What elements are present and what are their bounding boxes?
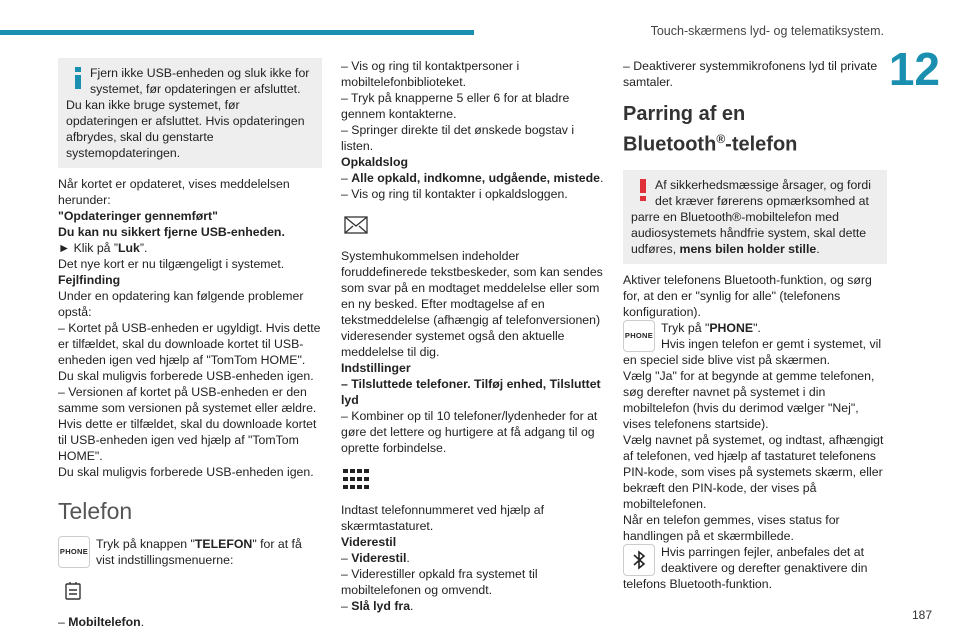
paragraph: Indtast telefonnummeret ved hjælp af skærmtastaturet. <box>341 503 545 533</box>
paragraph: – Springer direkte til det ønskede bogstav i listen. <box>341 123 575 153</box>
bluetooth-icon <box>623 544 655 576</box>
paragraph: – Deaktiverer systemmikrofonens lyd til private samtaler. <box>623 59 878 89</box>
paragraph: Når en telefon gemmes, vises status for handlingen på et skærmbillede. <box>623 512 840 543</box>
paragraph: Hvis parringen fejler, anbefales det at deaktivere og derefter genaktivere din <box>661 544 868 575</box>
paragraph: ► Klik på ”Luk”. <box>58 241 148 255</box>
paragraph: – Alle opkald, indkomne, udgående, mistede. <box>341 171 604 185</box>
envelope-icon <box>341 210 371 240</box>
paragraph: – Slå lyd fra. <box>341 599 414 613</box>
paragraph: Aktiver telefonens Bluetooth-funktion, og sørg for, at den er "synlig for alle" (telefonens konfiguration). <box>623 272 872 319</box>
header-title: Touch-skærmens lyd- og telematiksystem. <box>650 24 884 38</box>
column-1 <box>58 58 322 630</box>
subheading: Viderestil <box>341 535 397 549</box>
header-accent-bar <box>0 30 474 35</box>
page-number: 187 <box>911 608 932 622</box>
paragraph: Tryk på "PHONE". <box>661 320 761 335</box>
paragraph: Vælg "Ja" for at begynde at gemme telefonen, søg derefter navnet på systemet i din mobiltelefon (hvis du derimod vælger "Nej", vises telefonens startside). <box>623 368 875 431</box>
paragraph: Du skal muligvis forberede USB-enheden igen. <box>58 465 314 479</box>
bluetooth-instruction <box>623 544 887 576</box>
paragraph: – Vis og ring til kontaktpersoner i mobiltelefonbiblioteket. <box>341 59 520 89</box>
paragraph: – Viderestil. <box>341 551 410 565</box>
paragraph: – Versionen af kortet på USB-enheden er den samme som versionen på systemet eller ældre. Hvis dette er tilfældet, skal du downloade kortet til USB-enheden igen ved hjælp af "TomTom HOME". <box>58 385 317 463</box>
paragraph: – Vis og ring til kontakter i opkaldsloggen. <box>341 187 568 201</box>
phone-button-icon: PHONE <box>623 320 655 352</box>
paragraph: Når kortet er opdateret, vises meddelelsen herunder: <box>58 177 290 207</box>
paragraph: – Tryk på knapperne 5 eller 6 for at bladre gennem kontakterne. <box>341 91 570 121</box>
warning-icon <box>632 178 654 202</box>
phone-button-icon: PHONE <box>58 536 90 568</box>
info-note <box>58 58 322 168</box>
info-note-line2: Du kan ikke bruge systemet, før opdateringen er afsluttet. Hvis opdateringen afbrydes, skal du genstarte systemopdateringen. <box>66 98 305 160</box>
paragraph: Hvis ingen telefon er gemt i systemet, vil <box>661 336 882 351</box>
section-heading: Parring af en Bluetooth®-telefon <box>623 103 798 156</box>
paragraph: – Viderestiller opkald fra systemet til mobiltelefonen og omvendt. <box>341 567 538 597</box>
paragraph: Systemhukommelsen indeholder foruddefinerede tekstbeskeder, som kan sendes som svar på en modtaget meddelelse eller som en ny besked. Efter modtagelse af en tekstmeddelelse (afhængig af telefonversionen) videresender systemet også den aktuelle meddelelse til dig. <box>341 249 603 359</box>
paragraph: en speciel side blive vist på skærmen. <box>623 352 831 367</box>
paragraph: – Mobiltelefon. <box>58 615 145 629</box>
subheading: Indstillinger <box>341 361 411 375</box>
paragraph: "Opdateringer gennemført" <box>58 209 218 223</box>
subheading: Fejlfinding <box>58 273 121 287</box>
telefon-instruction <box>58 536 322 568</box>
phone-instruction <box>623 320 887 352</box>
keypad-icon <box>341 464 371 494</box>
warning-line1: Af sikkerhedsmæssige årsager, og fordi det kræver førerens opmærksomhed at <box>655 177 871 208</box>
section-title: Telefon <box>58 498 133 524</box>
column-2 <box>341 58 605 614</box>
paragraph: Du kan nu sikkert fjerne USB-enheden. <box>58 225 285 239</box>
warning-line2: parre en Bluetooth®-mobiltelefon med audiosystemets håndfrie system, skal dette udføres, mens bilen holder stille. <box>631 209 867 256</box>
column-3 <box>623 58 887 592</box>
paragraph: telefons Bluetooth-funktion. <box>623 576 773 591</box>
paragraph: – Kombiner op til 10 telefoner/lydenheder for at gøre det lettere og hurtigere at få adgang til og oprette forbindelse. <box>341 409 598 455</box>
contacts-book-icon <box>58 576 88 606</box>
paragraph: Det nye kort er nu tilgængeligt i systemet. <box>58 257 285 271</box>
warning-note <box>623 170 887 264</box>
paragraph: Vælg navnet på systemet, og indtast, afhængigt af telefonen, ved hjælp af tastaturet telefonens PIN-kode, som vises på systemets skærm, eller bekræft den PIN-kode, der vises på mobiltelefonen. <box>623 432 884 511</box>
paragraph: Under en opdatering kan følgende problemer opstå: <box>58 289 304 319</box>
info-icon <box>67 66 89 90</box>
paragraph: Tryk på knappen "TELEFON" for at få vist indstillingsmenuerne: <box>96 537 302 567</box>
subheading: Opkaldslog <box>341 155 408 169</box>
paragraph: – Kortet på USB-enheden er ugyldigt. Hvis dette er tilfældet, skal du downloade kortet til USB-enheden igen ved hjælp af "TomTom HOME". <box>58 321 321 367</box>
paragraph: Du skal muligvis forberede USB-enheden igen. <box>58 369 314 383</box>
info-note-line1: Fjern ikke USB-enheden og sluk ikke for systemet, før opdateringen er afsluttet. <box>90 66 310 96</box>
chapter-number: 12 <box>888 43 940 95</box>
paragraph: – Tilsluttede telefoner. Tilføj enhed, Tilsluttet lyd <box>341 377 601 407</box>
